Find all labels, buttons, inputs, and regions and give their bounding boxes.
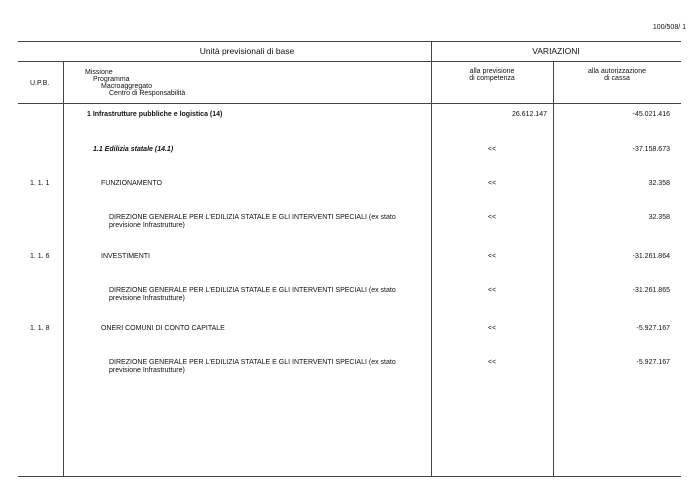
- comp-header-1: alla previsione: [469, 68, 515, 75]
- hier-programma: Programma: [93, 76, 130, 83]
- row-cassa: -45.021.416: [632, 111, 670, 118]
- row-text: DIREZIONE GENERALE PER L'EDILIZIA STATALE E GLI INTERVENTI SPECIALI (ex stato previsione Infrastrutture): [109, 287, 396, 302]
- row-cassa: -5.927.167: [636, 359, 670, 366]
- cassa-header-1: alla autorizzazione: [588, 68, 646, 75]
- row-cassa: -37.158.673: [632, 146, 670, 153]
- comp-header-2: di competenza: [469, 75, 515, 82]
- col-divider-cassa: [553, 61, 554, 476]
- row-comp: <<: [487, 180, 497, 187]
- hier-centro: Centro di Responsabilità: [109, 90, 186, 97]
- row-comp: <<: [487, 253, 497, 260]
- upb-header: U.P.B.: [30, 80, 50, 87]
- variazioni-header: VARIAZIONI: [532, 46, 580, 56]
- row-text: INVESTIMENTI: [101, 253, 151, 260]
- row-comp: <<: [487, 359, 497, 366]
- row-upb: 1. 1. 6: [30, 253, 50, 260]
- row-comp: 26.612.147: [511, 111, 547, 118]
- row-cassa: 32.358: [648, 214, 670, 221]
- cassa-header-2: di cassa: [604, 75, 630, 82]
- hier-macroaggregato: Macroaggregato: [101, 83, 152, 90]
- col-divider-upb: [63, 61, 64, 476]
- row-upb: 1. 1. 8: [30, 325, 50, 332]
- table-top-border: [18, 41, 681, 42]
- table-bottom-border: [18, 476, 681, 477]
- row-cassa: -31.261.865: [632, 287, 670, 294]
- row-comp: <<: [487, 214, 497, 221]
- row-upb: 1. 1. 1: [30, 180, 50, 187]
- row-cassa: -31.261.864: [632, 253, 670, 260]
- row-text: ONERI COMUNI DI CONTO CAPITALE: [101, 325, 225, 332]
- page-reference: 100/508/ 1: [652, 24, 686, 31]
- row-text: 1 Infrastrutture pubbliche e logistica (14): [87, 111, 223, 118]
- unita-header: Unità previsionali di base: [199, 46, 295, 56]
- hier-missione: Missione: [85, 69, 113, 76]
- header-bottom-rule: [18, 103, 681, 104]
- row-text: DIREZIONE GENERALE PER L'EDILIZIA STATALE E GLI INTERVENTI SPECIALI (ex stato previsione Infrastrutture): [109, 359, 396, 374]
- row-text: 1.1 Edilizia statale (14.1): [93, 146, 174, 153]
- row-text: DIREZIONE GENERALE PER L'EDILIZIA STATALE E GLI INTERVENTI SPECIALI (ex stato previsione Infrastrutture): [109, 214, 396, 229]
- header-mid-rule: [18, 61, 681, 62]
- row-comp: <<: [487, 325, 497, 332]
- row-text: FUNZIONAMENTO: [101, 180, 162, 187]
- row-cassa: -5.927.167: [636, 325, 670, 332]
- row-comp: <<: [487, 287, 497, 294]
- row-cassa: 32.358: [648, 180, 670, 187]
- row-comp: <<: [487, 146, 497, 153]
